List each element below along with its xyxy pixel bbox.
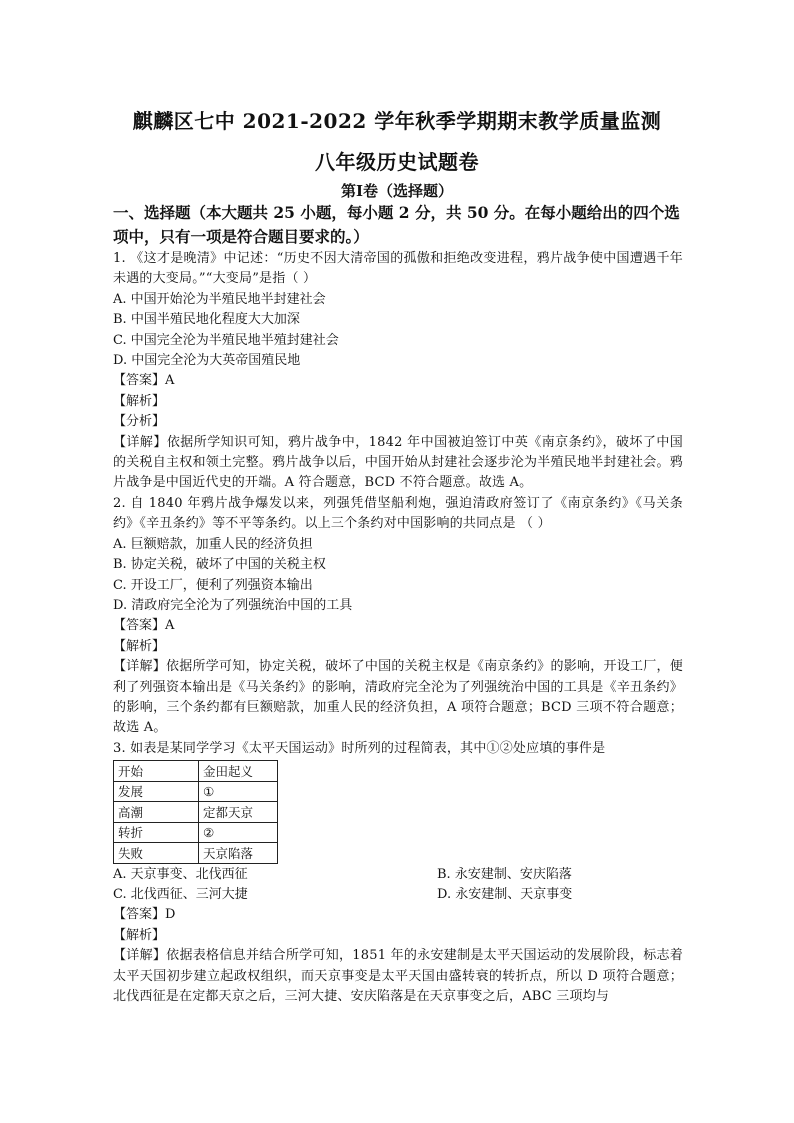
detail-explanation: 【详解】依据所学知识可知，鸦片战争中，1842 年中国被迫签订中英《南京条约》，破坏了中国的关税自主权和领土完整。鸦片战争以后，中国开始从封建社会逐步沦为半殖民地半封建社会。鸦片战争是中国近代史的开端。A 符合题意，BCD 不符合题意。故选 A。 xyxy=(113,434,683,491)
table-cell: 发展 xyxy=(114,781,199,802)
exam-content xyxy=(113,201,683,1008)
option-row xyxy=(113,865,683,885)
answer-label: 【答案】D xyxy=(113,907,176,923)
table-cell: ① xyxy=(199,781,278,802)
exam-title: 麒麟区七中 2021-2022 学年秋季学期期末教学质量监测 xyxy=(132,109,662,133)
table-row xyxy=(114,761,278,782)
answer-label: 【答案】A xyxy=(113,373,175,389)
table-cell: 定都天京 xyxy=(199,802,278,823)
table-row xyxy=(114,802,278,823)
table-row xyxy=(114,843,278,864)
option-a: A. 巨额赔款，加重人民的经济负担 xyxy=(113,536,313,552)
option-a: A. 天京事变、北伐西征 xyxy=(113,866,248,882)
analysis-label: 【解析】 xyxy=(113,393,166,409)
table-cell: 失败 xyxy=(114,843,199,864)
option-c: C. 开设工厂，便利了列强资本输出 xyxy=(113,577,313,593)
option-d: D. 永安建制、天京事变 xyxy=(437,887,573,903)
option-b: B. 中国半殖民地化程度大大加深 xyxy=(113,312,300,328)
option-d: D. 清政府完全沦为了列强统治中国的工具 xyxy=(113,597,353,613)
exam-subject-title: 八年级历史试题卷 xyxy=(315,150,479,174)
analysis-label: 【解析】 xyxy=(113,927,166,943)
option-b: B. 协定关税，破坏了中国的关税主权 xyxy=(113,557,326,573)
question-3 xyxy=(113,739,683,1008)
review-label: 【分析】 xyxy=(113,414,166,430)
detail-explanation: 【详解】依据所学可知，协定关税，破坏了中国的关税主权是《南京条约》的影响，开设工厂，便利了列强资本输出是《马关条约》的影响，清政府完全沦为了列强统治中国的工具是《辛丑条约》的影响，三个条约都有巨额赔款，加重人民的经济负担，A 项符合题意；BCD 三项不符合题意；故选 A。 xyxy=(113,659,683,736)
option-row xyxy=(113,885,683,905)
option-d: D. 中国完全沦为大英帝国殖民地 xyxy=(113,353,301,369)
option-c: C. 中国完全沦为半殖民地半殖封建社会 xyxy=(113,332,339,348)
option-a: A. 中国开始沦为半殖民地半封建社会 xyxy=(113,291,326,307)
table-cell: 高潮 xyxy=(114,802,199,823)
question-stem: 2. 自 1840 年鸦片战争爆发以来，列强凭借坚船利炮，强迫清政府签订了《南京条约》《马关条约》《辛丑条约》等不平等条约。以上三个条约对中国影响的共同点是 （ ） xyxy=(113,495,683,532)
table-row xyxy=(114,822,278,843)
question-stem: 3. 如表是某同学学习《太平天国运动》时所列的过程简表，其中①②处应填的事件是 xyxy=(113,740,606,756)
process-table xyxy=(113,760,278,864)
question-2 xyxy=(113,494,683,739)
table-cell: 转折 xyxy=(114,822,199,843)
table-cell: ② xyxy=(199,822,278,843)
question-stem: 1. 《这才是晚清》中记述：“历史不因大清帝国的孤傲和拒绝改变进程，鸦片战争使中国遭遇千年未遇的大变局。”“大变局”是指（ ） xyxy=(113,251,683,287)
answer-label: 【答案】A xyxy=(113,618,175,634)
table-row xyxy=(114,781,278,802)
section-heading: 一、选择题（本大题共 25 小题，每小题 2 分，共 50 分。在每小题给出的四个选项中，只有一项是符合题目要求的。） xyxy=(113,203,680,246)
option-b: B. 永安建制、安庆陷落 xyxy=(437,866,572,882)
paper-part-title: 第Ⅰ卷（选择题） xyxy=(340,182,454,200)
question-1 xyxy=(113,249,683,494)
detail-explanation: 【详解】依据表格信息并结合所学可知，1851 年的永安建制是太平天国运动的发展阶段，标志着太平天国初步建立起政权组织，而天京事变是太平天国由盛转衰的转折点，所以 D 项符合题意；北伐西征是在定都天京之后，三河大捷、安庆陷落是在天京事变之后，ABC 三项均与 xyxy=(113,948,683,1005)
table-cell: 金田起义 xyxy=(199,761,278,782)
option-c: C. 北伐西征、三河大捷 xyxy=(113,887,248,903)
table-cell: 天京陷落 xyxy=(199,843,278,864)
table-cell: 开始 xyxy=(114,761,199,782)
analysis-label: 【解析】 xyxy=(113,638,166,654)
